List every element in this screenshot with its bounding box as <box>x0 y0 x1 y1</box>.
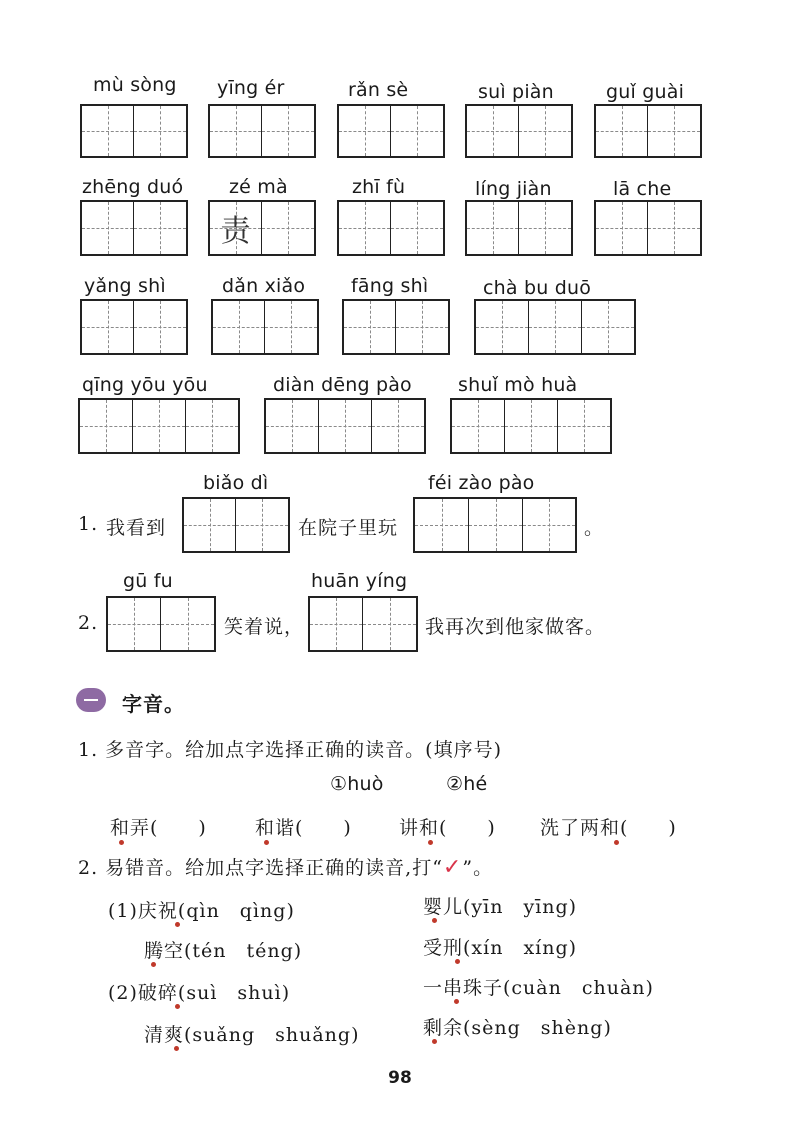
answer-grid[interactable] <box>450 398 612 454</box>
answer-grid[interactable] <box>465 104 573 158</box>
choice-item[interactable]: 清爽(suǎng shuǎng) <box>144 1024 360 1046</box>
answer-grid[interactable] <box>308 596 418 652</box>
emphasis-dot <box>428 840 433 845</box>
option-label: ①huò <box>330 773 384 795</box>
choice-item[interactable]: (1)庆祝(qìn qìng) <box>108 900 295 922</box>
check-icon: ✓ <box>442 855 463 880</box>
pinyin-label: rǎn sè <box>348 79 409 101</box>
pinyin-label: guǐ guài <box>606 81 685 103</box>
choice-item[interactable]: 剩余(sèng shèng) <box>423 1017 612 1039</box>
question-text-prefix: 2. 易错音。给加点字选择正确的读音,打“ <box>78 857 443 879</box>
pinyin-label: zé mà <box>229 176 288 198</box>
sentence-text: 我看到 <box>106 517 167 539</box>
fill-item[interactable]: 洗了两和( ) <box>540 817 677 839</box>
emphasis-dot <box>454 999 459 1004</box>
fill-item[interactable]: 和谐( ) <box>255 817 352 839</box>
question-text: 1. 多音字。给加点字选择正确的读音。(填序号) <box>78 739 502 761</box>
emphasis-dot <box>175 1004 180 1009</box>
answer-grid[interactable] <box>337 104 445 158</box>
answer-grid[interactable] <box>182 497 290 553</box>
pinyin-label: gū fu <box>123 570 173 592</box>
pinyin-label: féi zào pào <box>428 472 535 494</box>
answer-grid[interactable] <box>208 200 316 256</box>
emphasis-dot <box>264 840 269 845</box>
answer-grid[interactable] <box>594 104 702 158</box>
answer-grid[interactable] <box>413 497 577 553</box>
answer-grid[interactable] <box>342 299 450 355</box>
choice-item[interactable]: 腾空(tén téng) <box>144 940 303 962</box>
dash-icon <box>84 699 98 701</box>
pinyin-label: fāng shì <box>351 275 429 297</box>
answer-grid[interactable] <box>474 299 636 355</box>
answer-grid[interactable] <box>80 200 188 256</box>
fill-item[interactable]: 和弄( ) <box>110 817 207 839</box>
pinyin-label: biǎo dì <box>203 472 269 494</box>
emphasis-dot <box>119 840 124 845</box>
pinyin-label: zhī fù <box>352 176 406 198</box>
pinyin-label: shuǐ mò huà <box>458 374 578 396</box>
pinyin-label: lā che <box>613 178 672 200</box>
pinyin-label: huān yíng <box>311 570 408 592</box>
pinyin-label: yǎng shì <box>84 275 166 297</box>
pinyin-label: zhēng duó <box>82 176 184 198</box>
answer-grid[interactable] <box>594 200 702 256</box>
sentence-text: 。 <box>584 517 605 539</box>
question-text <box>78 853 493 880</box>
pinyin-label: suì piàn <box>478 81 554 103</box>
pinyin-label: qīng yōu yōu <box>82 374 208 396</box>
section-title: 字音。 <box>122 692 185 716</box>
answer-grid[interactable] <box>211 299 319 355</box>
pinyin-label: chà bu duō <box>483 277 592 299</box>
emphasis-dot <box>151 962 156 967</box>
answer-grid[interactable] <box>78 398 240 454</box>
answer-grid[interactable] <box>465 200 573 256</box>
emphasis-dot <box>614 840 619 845</box>
option-label: ②hé <box>446 773 488 795</box>
question-text-suffix: ”。 <box>462 857 494 879</box>
page-number: 98 <box>388 1068 412 1088</box>
pinyin-label: mù sòng <box>93 74 177 96</box>
choice-item[interactable]: 一串珠子(cuàn chuàn) <box>423 977 654 999</box>
fill-item[interactable]: 讲和( ) <box>399 817 496 839</box>
emphasis-dot <box>455 959 460 964</box>
answer-grid[interactable] <box>106 596 216 652</box>
prefilled-character: 责 <box>220 214 251 249</box>
pinyin-label: yīng ér <box>217 77 285 99</box>
section-number-badge <box>76 688 106 712</box>
answer-grid[interactable] <box>80 104 188 158</box>
emphasis-dot <box>175 922 180 927</box>
pinyin-label: líng jiàn <box>475 178 552 200</box>
emphasis-dot <box>174 1046 179 1051</box>
choice-item[interactable]: 受刑(xín xíng) <box>423 937 578 959</box>
sentence-number: 1. <box>78 513 99 535</box>
choice-item[interactable]: (2)破碎(suì shuì) <box>108 982 291 1004</box>
pinyin-label: dǎn xiǎo <box>222 275 306 297</box>
sentence-number: 2. <box>78 612 99 634</box>
answer-grid[interactable] <box>208 104 316 158</box>
choice-item[interactable]: 婴儿(yīn yīng) <box>423 896 578 918</box>
answer-grid[interactable] <box>337 200 445 256</box>
emphasis-dot <box>432 1039 437 1044</box>
sentence-text: 笑着说， <box>224 616 305 638</box>
emphasis-dot <box>432 918 437 923</box>
sentence-text: 在院子里玩 <box>298 517 399 539</box>
pinyin-label: diàn dēng pào <box>273 374 412 396</box>
answer-grid[interactable] <box>80 299 188 355</box>
answer-grid[interactable] <box>264 398 426 454</box>
sentence-text: 我再次到他家做客。 <box>425 616 606 638</box>
